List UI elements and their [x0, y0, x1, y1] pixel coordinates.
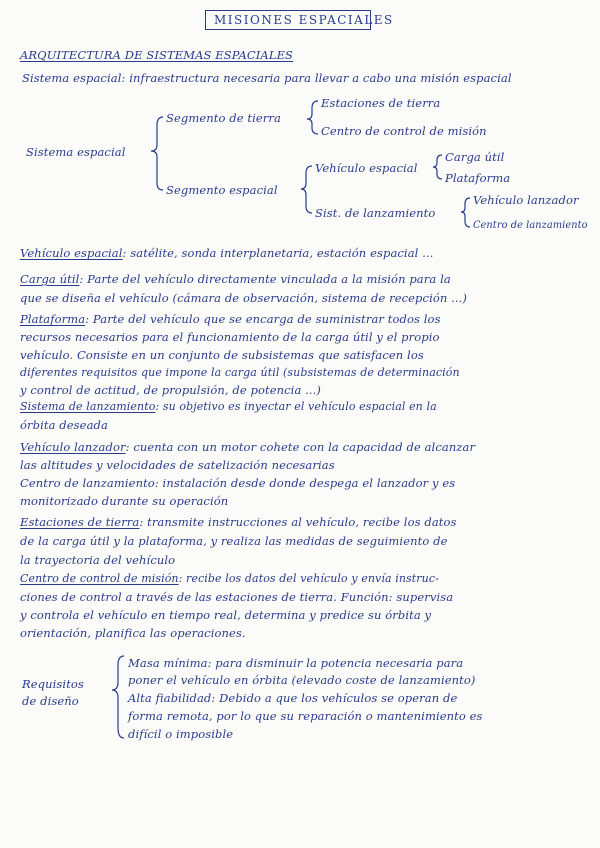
requirement-line: poner el vehículo en órbita (elevado coste de lanzamiento)	[128, 673, 476, 687]
term-vehicle: Vehículo espacial	[20, 246, 123, 260]
definition-text: : cuenta con un motor cohete con la capacidad de alcanzar	[125, 440, 476, 454]
definition-launch-system	[20, 400, 437, 414]
definition-platform	[20, 312, 441, 326]
term-mission-control: Centro de control de misión	[20, 572, 179, 585]
definition-text: vehículo. Consiste en un conjunto de subsistemas que satisfacen los	[20, 348, 424, 362]
definition-text: la trayectoria del vehículo	[20, 553, 176, 567]
tree-space-segment: Segmento espacial	[166, 183, 278, 197]
definition-text: diferentes requisitos que impone la carga útil (subsistemas de determinación	[20, 366, 460, 379]
definition-text: de la carga útil y la plataforma, y realiza las medidas de seguimiento de	[20, 534, 448, 548]
definition-text: y controla el vehículo en tiempo real, determina y predice su órbita y	[20, 608, 432, 622]
definition-text: : recibe los datos del vehículo y envía instruc-	[178, 572, 439, 585]
term-platform: Plataforma	[20, 312, 86, 326]
requirements-label-2: de diseño	[22, 694, 79, 708]
definition-text: : Parte del vehículo que se encarga de suministrar todos los	[85, 312, 441, 326]
term-ground-stations: Estaciones de tierra	[20, 515, 140, 529]
definition-text: las altitudes y velocidades de satelización necesarias	[20, 458, 335, 472]
title-box	[205, 10, 394, 30]
definition-mission-control	[20, 572, 439, 586]
definition-text: que se diseña el vehículo (cámara de observación, sistema de recepción ...)	[20, 291, 467, 305]
definition-text: : transmite instrucciones al vehículo, recibe los datos	[139, 515, 457, 529]
tree-ground-child-2: Centro de control de misión	[321, 124, 487, 138]
definition-payload	[20, 272, 451, 286]
term-launch-system: Sistema de lanzamiento	[20, 400, 156, 413]
requirement-line: Masa mínima: para disminuir la potencia necesaria para	[128, 656, 464, 670]
tree-launch-child-1: Vehículo lanzador	[473, 193, 579, 207]
page-title: MISIONES ESPACIALES	[214, 13, 394, 27]
tree-vehicle-child-2: Plataforma	[445, 171, 511, 185]
requirement-line: forma remota, por lo que su reparación o mantenimiento es	[128, 709, 483, 723]
term-payload: Carga útil	[20, 272, 80, 286]
term-launcher: Vehículo lanzador	[20, 440, 126, 454]
requirements-label-1: Requisitos	[22, 677, 84, 691]
definition-text: ciones de control a través de las estaciones de tierra. Función: supervisa	[20, 590, 454, 604]
tree-ground-segment: Segmento de tierra	[166, 111, 281, 125]
definition-text: monitorizado durante su operación	[20, 494, 229, 508]
definition-text: orientación, planifica las operaciones.	[20, 626, 246, 640]
definition-launcher	[20, 440, 475, 454]
tree-ground-child-1: Estaciones de tierra	[321, 96, 441, 110]
definition-text: y control de actitud, de propulsión, de potencia ...)	[20, 383, 322, 397]
tree-launch-child-2: Centro de lanzamiento	[473, 220, 588, 231]
tree-vehicle: Vehículo espacial	[315, 161, 418, 175]
definition-text: órbita deseada	[20, 418, 108, 432]
definition-vehicle	[20, 246, 433, 260]
definition-text: : satélite, sonda interplanetaria, estación espacial ...	[122, 246, 434, 260]
definition-text: recursos necesarios para el funcionamiento de la carga útil y el propio	[20, 330, 440, 344]
requirement-line: difícil o imposible	[128, 727, 234, 741]
definition-launch-center: Centro de lanzamiento: instalación desde donde despega el lanzador y es	[20, 476, 456, 490]
definition-line: Sistema espacial: infraestructura necesaria para llevar a cabo una misión espacial	[22, 71, 512, 85]
tree-vehicle-child-1: Carga útil	[445, 150, 505, 164]
definition-text: : su objetivo es inyectar el vehículo espacial en la	[155, 400, 437, 413]
requirement-line: Alta fiabilidad: Debido a que los vehículos se operan de	[128, 691, 458, 705]
tree-launch: Sist. de lanzamiento	[315, 206, 436, 220]
definition-text: : Parte del vehículo directamente vinculada a la misión para la	[79, 272, 451, 286]
definition-ground-stations	[20, 515, 457, 529]
section-title: ARQUITECTURA DE SISTEMAS ESPACIALES	[20, 48, 294, 62]
tree-root: Sistema espacial	[26, 145, 126, 159]
